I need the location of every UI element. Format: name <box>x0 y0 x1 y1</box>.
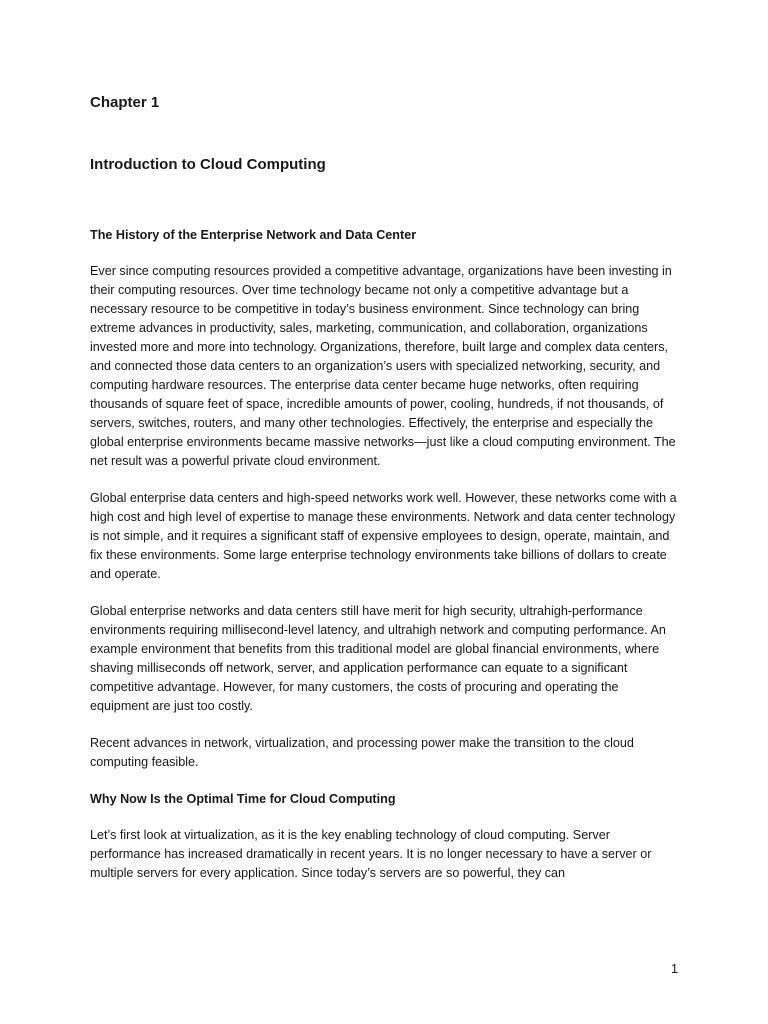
page-content <box>90 92 680 883</box>
section-heading-why-now: Why Now Is the Optimal Time for Cloud Computing <box>90 792 396 806</box>
page-number: 1 <box>670 962 678 976</box>
paragraph: Global enterprise networks and data centers still have merit for high security, ultrahigh-performance environments requiring millisecond-level latency, and ultrahigh network and computing performance. An example environment that benefits from this traditional model are global financial environments, where shaving milliseconds off network, server, and application performance can equate to a significant competitive advantage. However, for many customers, the costs of procuring and operating the equipment are just too costly. <box>90 604 666 713</box>
paragraph: Ever since computing resources provided a competitive advantage, organizations have been investing in their computing resources. Over time technology became not only a competitive advantage but a necessary resource to be competitive in today’s business environment. Since technology can bring extreme advances in productivity, sales, marketing, communication, and collaboration, organizations invested more and more into technology. Organizations, therefore, built large and complex data centers, and connected those data centers to an organization’s users with specialized networking, security, and computing hardware resources. The enterprise data center became huge networks, often requiring thousands of square feet of space, incredible amounts of power, cooling, hundreds, if not thousands, of servers, switches, routers, and many other technologies. Effectively, the enterprise and especially the global enterprise environments became massive networks—just like a cloud computing environment. The net result was a powerful private cloud environment. <box>90 264 676 468</box>
chapter-title: Introduction to Cloud Computing <box>90 156 326 173</box>
paragraph: Recent advances in network, virtualization, and processing power make the transition to the cloud computing feasible. <box>90 736 634 769</box>
paragraph: Global enterprise data centers and high-speed networks work well. However, these networks come with a high cost and high level of expertise to manage these environments. Network and data center technology is not simple, and it requires a significant staff of expensive employees to design, operate, maintain, and fix these environments. Some large enterprise technology environments take billions of dollars to create and operate. <box>90 491 677 581</box>
chapter-label: Chapter 1 <box>90 94 160 111</box>
paragraph: Let’s first look at virtualization, as it is the key enabling technology of cloud computing. Server performance has increased dramatically in recent years. It is no longer necessary to have a server or multiple servers for every application. Since today’s servers are so powerful, they can <box>90 828 652 880</box>
section-heading-history: The History of the Enterprise Network and Data Center <box>90 228 417 242</box>
